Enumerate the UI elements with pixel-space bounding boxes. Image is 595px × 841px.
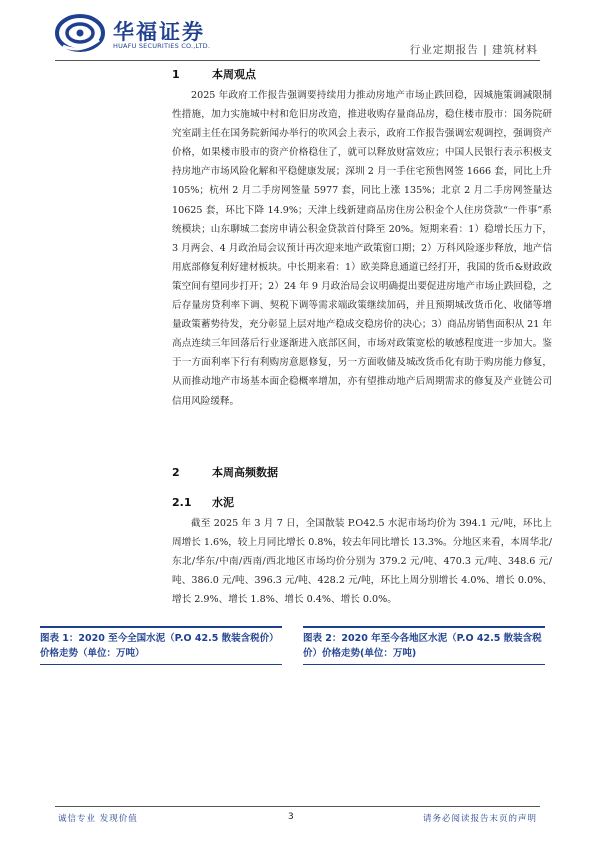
- report-type-label: 行业定期报告 | 建筑材料: [409, 44, 538, 56]
- figure-1-title: 图表 1：2020 至今全国水泥（P.O 42.5 散装含税价）价格走势（单位：万吨）: [40, 633, 279, 659]
- logo-chinese-name: 华福证券: [113, 20, 205, 44]
- section-2-1-title: 水泥: [212, 496, 234, 509]
- figure-1-caption-box: [40, 626, 282, 665]
- huafu-logo-icon: [55, 14, 105, 52]
- section-2-title: 本周高频数据: [212, 466, 278, 479]
- page-number: 3: [288, 812, 294, 822]
- header-divider: [55, 60, 540, 61]
- figure-2-caption-box: [303, 626, 545, 665]
- section-1-title: 本周观点: [212, 68, 256, 81]
- section-1-heading: [172, 66, 256, 82]
- footer-disclaimer: 请务必阅读报告末页的声明: [422, 814, 537, 824]
- section-1-number: 1: [172, 68, 180, 81]
- section-2-1-paragraph: 截至 2025 年 3 月 7 日，全国散装 P.O42.5 水泥市场均价为 394.1 元/吨，环比上周增长 1.6%，较上月同比增长 0.8%，较去年同比增长 13.3%。分地区来看，本周华北/东北/华东/中南/西南/西北地区市场均价分别为 379.2 元/吨、470.3 元/吨、348.6 元/吨、386.0 元/吨、396.3 元/吨、428.2 元/吨，环比上周分别增长 4.0%、增长 0.0%、增长 2.9%、增长 1.8%、增长 0.4%、增长 0.0%。: [172, 518, 552, 606]
- footer-slogan: 诚信专业 发现价值: [58, 814, 138, 824]
- footer-divider: [55, 806, 540, 807]
- section-1-paragraph: 2025 年政府工作报告强调要持续用力推动房地产市场止跌回稳，因城施策调减限制性措施，加力实施城中村和危旧房改造，推进收购存量商品房，稳住楼市股市：国务院研究室副主任在国务院新闻办举行的吹风会上表示，政府工作报告强调宏观调控，强调资产价格，如果楼市股市的资产价格稳住了，就可以释放财富效应；中国人民银行表示积极支持房地产市场风险化解和平稳健康发展；深圳 2 月一手住宅预售网签 1666 套，同比上升 105%；杭州 2 月二手房网签量 5977 套，同比上涨 135%；北京 2 月二手房网签量达 10625 套，环比下降 14.9%；天津上线新建商品房住房公积金个人住房贷款“一件事”系统模块；山东聊城二套房申请公积金贷款首付降至 20%。短期来看：1）稳增长压力下，3 月两会、4 月政治局会议预计再次迎来地产政策窗口期；2）万科风险逐步释放，地产信用底部修复利好建材板块。中长期来看：1）欧美降息通道已经打开，我国的货币&财政政策空间有望同步打开；2）24 年 9 月政治局会议明确提出要促进房地产市场止跌回稳，之后存量房贷利率下调、契税下调等需求端政策继续加码，并且预期城改货币化、收储等增量政策蓄势待发，充分彰显上层对地产稳成交稳房价的决心；3）商品房销售面积从 21 年高点连续三年回落后行业逐渐进入底部区间，市场对政策宽松的敏感程度进一步加大。鉴于一方面利率下行有利购房意愿修复，另一方面收储及城改货币化有助于购房能力修复，从而推动地产市场基本面企稳概率增加，亦有望推动地产后周期需求的修复及产业链公司信用风险缓释。: [172, 90, 552, 407]
- figure-2-title: 图表 2：2020 年至今各地区水泥（P.O 42.5 散装含税价）价格走势(单位：万吨): [303, 633, 542, 659]
- section-2-1-number: 2.1: [172, 496, 192, 509]
- section-2-heading: [172, 464, 278, 480]
- section-2-1-heading: [172, 494, 234, 510]
- company-logo: [55, 14, 245, 54]
- section-2-number: 2: [172, 466, 180, 479]
- logo-english-name: HUAFU SECURITIES CO.,LTD.: [113, 42, 211, 50]
